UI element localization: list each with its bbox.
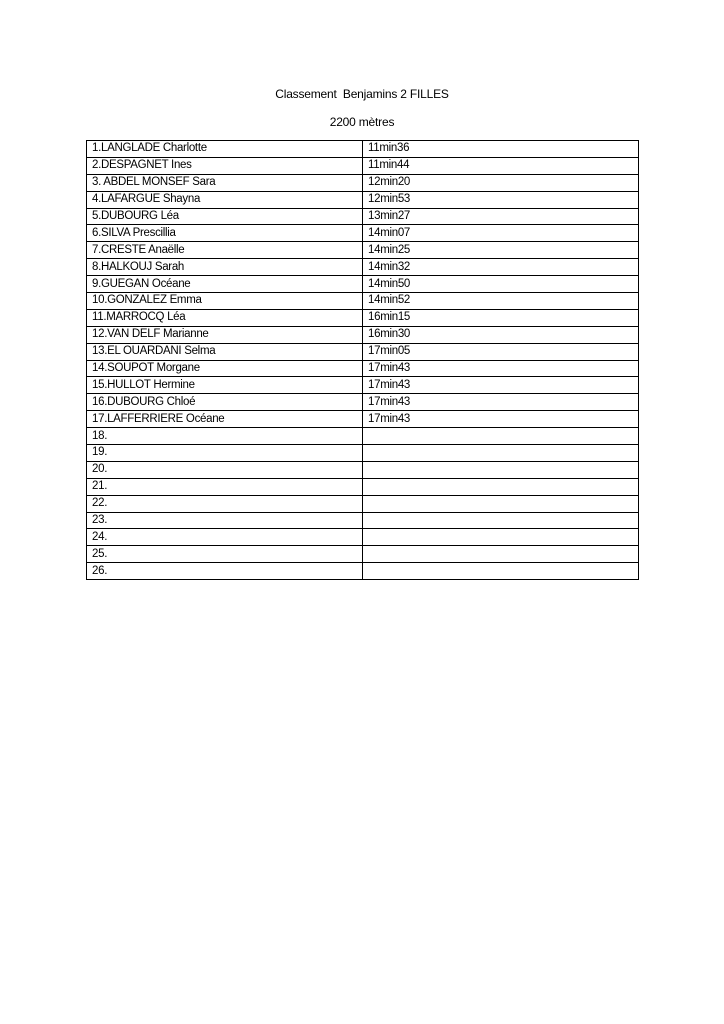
- finish-time-cell: 16min30: [363, 326, 639, 343]
- runner-name-cell: 16.DUBOURG Chloé: [87, 394, 363, 411]
- finish-time-cell: 11min44: [363, 157, 639, 174]
- results-table-body: [87, 141, 639, 580]
- table-row: [87, 141, 639, 158]
- finish-time-cell: 14min52: [363, 293, 639, 310]
- table-row: [87, 343, 639, 360]
- runner-name-cell: 15.HULLOT Hermine: [87, 377, 363, 394]
- runner-name-cell: 6.SILVA Prescillia: [87, 225, 363, 242]
- finish-time-cell: 14min32: [363, 259, 639, 276]
- runner-name-cell: 8.HALKOUJ Sarah: [87, 259, 363, 276]
- runner-name-cell: 20.: [87, 461, 363, 478]
- finish-time-cell: 14min07: [363, 225, 639, 242]
- finish-time-cell: [363, 478, 639, 495]
- table-row: [87, 326, 639, 343]
- runner-name-cell: 11.MARROCQ Léa: [87, 309, 363, 326]
- table-row: [87, 309, 639, 326]
- runner-name-cell: 1.LANGLADE Charlotte: [87, 141, 363, 158]
- table-row: [87, 495, 639, 512]
- finish-time-cell: [363, 529, 639, 546]
- finish-time-cell: 12min20: [363, 174, 639, 191]
- table-row: [87, 411, 639, 428]
- finish-time-cell: [363, 512, 639, 529]
- results-table: [86, 140, 639, 580]
- runner-name-cell: 7.CRESTE Anaëlle: [87, 242, 363, 259]
- runner-name-cell: 24.: [87, 529, 363, 546]
- table-row: [87, 360, 639, 377]
- table-row: [87, 478, 639, 495]
- runner-name-cell: 2.DESPAGNET Ines: [87, 157, 363, 174]
- table-row: [87, 276, 639, 293]
- finish-time-cell: [363, 428, 639, 445]
- page-subtitle: 2200 mètres: [329, 115, 395, 129]
- runner-name-cell: 10.GONZALEZ Emma: [87, 293, 363, 310]
- runner-name-cell: 4.LAFARGUE Shayna: [87, 191, 363, 208]
- finish-time-cell: 12min53: [363, 191, 639, 208]
- runner-name-cell: 19.: [87, 445, 363, 462]
- table-row: [87, 394, 639, 411]
- finish-time-cell: 14min50: [363, 276, 639, 293]
- table-row: [87, 242, 639, 259]
- finish-time-cell: 14min25: [363, 242, 639, 259]
- runner-name-cell: 5.DUBOURG Léa: [87, 208, 363, 225]
- runner-name-cell: 9.GUEGAN Océane: [87, 276, 363, 293]
- runner-name-cell: 12.VAN DELF Marianne: [87, 326, 363, 343]
- finish-time-cell: 13min27: [363, 208, 639, 225]
- finish-time-cell: 17min43: [363, 394, 639, 411]
- table-row: [87, 191, 639, 208]
- table-row: [87, 225, 639, 242]
- table-row: [87, 461, 639, 478]
- table-row: [87, 445, 639, 462]
- runner-name-cell: 17.LAFFERRIERE Océane: [87, 411, 363, 428]
- table-row: [87, 428, 639, 445]
- finish-time-cell: [363, 461, 639, 478]
- runner-name-cell: 13.EL OUARDANI Selma: [87, 343, 363, 360]
- table-row: [87, 512, 639, 529]
- page-title: Classement Benjamins 2 FILLES: [275, 87, 449, 101]
- table-row: [87, 563, 639, 580]
- runner-name-cell: 14.SOUPOT Morgane: [87, 360, 363, 377]
- finish-time-cell: [363, 563, 639, 580]
- runner-name-cell: 18.: [87, 428, 363, 445]
- finish-time-cell: [363, 445, 639, 462]
- table-row: [87, 174, 639, 191]
- finish-time-cell: 17min43: [363, 411, 639, 428]
- table-row: [87, 259, 639, 276]
- runner-name-cell: 23.: [87, 512, 363, 529]
- finish-time-cell: [363, 546, 639, 563]
- runner-name-cell: 25.: [87, 546, 363, 563]
- finish-time-cell: 17min43: [363, 360, 639, 377]
- finish-time-cell: 17min05: [363, 343, 639, 360]
- table-row: [87, 546, 639, 563]
- finish-time-cell: 17min43: [363, 377, 639, 394]
- runner-name-cell: 3. ABDEL MONSEF Sara: [87, 174, 363, 191]
- table-row: [87, 157, 639, 174]
- table-row: [87, 208, 639, 225]
- runner-name-cell: 26.: [87, 563, 363, 580]
- runner-name-cell: 21.: [87, 478, 363, 495]
- finish-time-cell: [363, 495, 639, 512]
- table-row: [87, 529, 639, 546]
- finish-time-cell: 16min15: [363, 309, 639, 326]
- table-row: [87, 293, 639, 310]
- finish-time-cell: 11min36: [363, 141, 639, 158]
- table-row: [87, 377, 639, 394]
- runner-name-cell: 22.: [87, 495, 363, 512]
